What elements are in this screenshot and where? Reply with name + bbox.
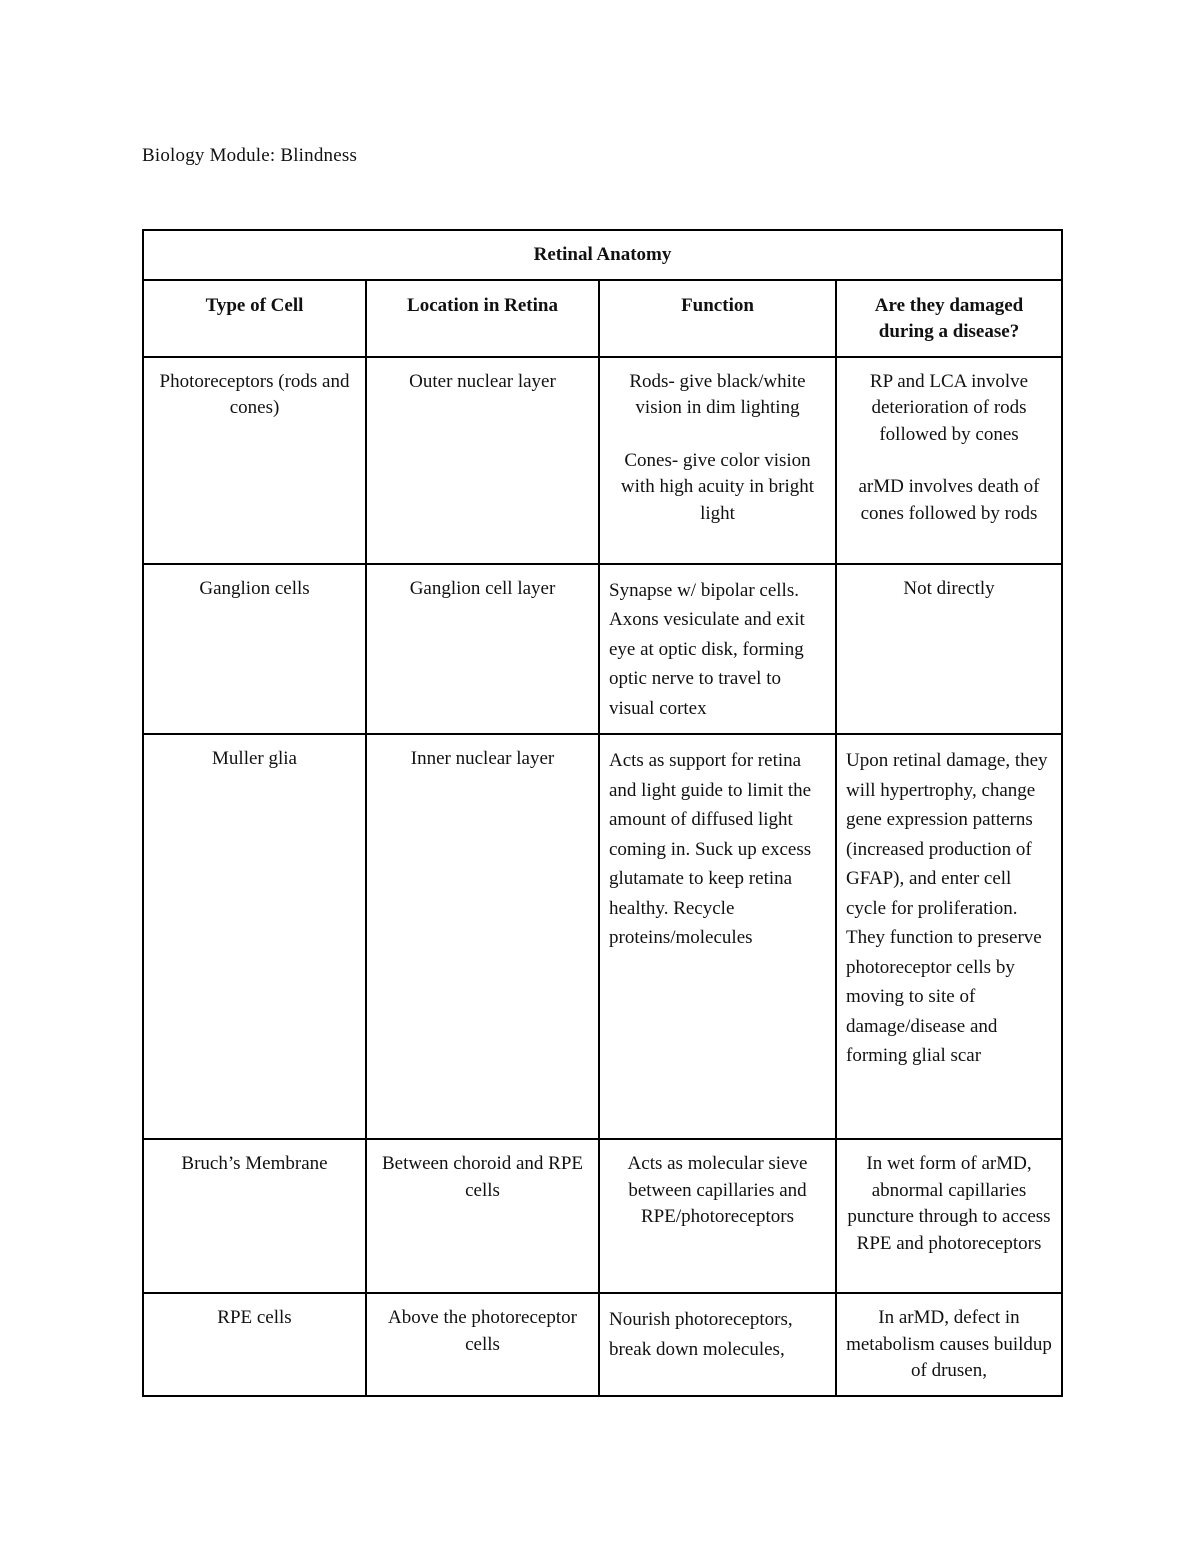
cell-location: Between choroid and RPE cells [366, 1139, 599, 1293]
cell-paragraph: Synapse w/ bipolar cells. Axons vesiculate and exit eye at optic disk, forming optic nerve to travel to visual cortex [609, 579, 805, 719]
cell-function [599, 1293, 836, 1396]
cell-function [599, 357, 836, 564]
cell-paragraph: They function to preserve photoreceptor cells by moving to site of damage/disease and forming glial scar [846, 927, 1042, 1066]
cell-damage [836, 1139, 1062, 1293]
cell-paragraph: In arMD, defect in metabolism causes buildup of drusen, [846, 1307, 1052, 1381]
cell-paragraph: Nourish photoreceptors, break down molecules, [609, 1309, 793, 1360]
cell-paragraph: RP and LCA involve deterioration of rods followed by cones [869, 370, 1029, 445]
table-row [143, 734, 1062, 1139]
table-title: Retinal Anatomy [143, 230, 1062, 280]
cell-damage [836, 1293, 1062, 1396]
table-row [143, 564, 1062, 735]
cell-damage [836, 564, 1062, 735]
table-row [143, 1139, 1062, 1293]
cell-function [599, 1139, 836, 1293]
cell-function [599, 734, 836, 1139]
table-row [143, 357, 1062, 564]
column-header-function: Function [599, 280, 836, 357]
cell-paragraph: Cones- give color vision with high acuity in bright light [620, 449, 815, 524]
cell-paragraph: Acts as support for retina and light guide to limit the amount of diffused light coming in. Suck up excess glutamate to keep retina healthy. Recycle proteins/molecules [609, 750, 812, 948]
cell-paragraph: Not directly [903, 577, 995, 599]
cell-paragraph: Acts as molecular sieve between capillaries and RPE/photoreceptors [627, 1153, 808, 1227]
table-row [143, 1293, 1062, 1396]
column-header-type: Type of Cell [143, 280, 366, 357]
cell-type: RPE cells [143, 1293, 366, 1396]
cell-type: Ganglion cells [143, 564, 366, 735]
retinal-anatomy-table [142, 229, 1063, 1397]
cell-function [599, 564, 836, 735]
column-header-damage: Are they damaged during a disease? [836, 280, 1062, 357]
cell-paragraph: In wet form of arMD, abnormal capillaries puncture through to access RPE and photoreceptors [847, 1153, 1051, 1254]
cell-location: Outer nuclear layer [366, 357, 599, 564]
cell-paragraph: Upon retinal damage, they will hypertrophy, change gene expression patterns (increased production of GFAP), and enter cell cycle for proliferation. [846, 750, 1048, 919]
cell-location: Inner nuclear layer [366, 734, 599, 1139]
cell-paragraph: arMD involves death of cones followed by rods [858, 476, 1040, 524]
cell-type: Photoreceptors (rods and cones) [143, 357, 366, 564]
cell-location: Above the photoreceptor cells [366, 1293, 599, 1396]
cell-damage [836, 357, 1062, 564]
cell-paragraph: Rods- give black/white vision in dim lighting [629, 370, 806, 418]
column-header-location: Location in Retina [366, 280, 599, 357]
cell-damage [836, 734, 1062, 1139]
table-title-row [143, 230, 1062, 280]
cell-type: Muller glia [143, 734, 366, 1139]
cell-type: Bruch’s Membrane [143, 1139, 366, 1293]
cell-location: Ganglion cell layer [366, 564, 599, 735]
page-title: Biology Module: Blindness [142, 145, 358, 166]
table-header-row [143, 280, 1062, 357]
